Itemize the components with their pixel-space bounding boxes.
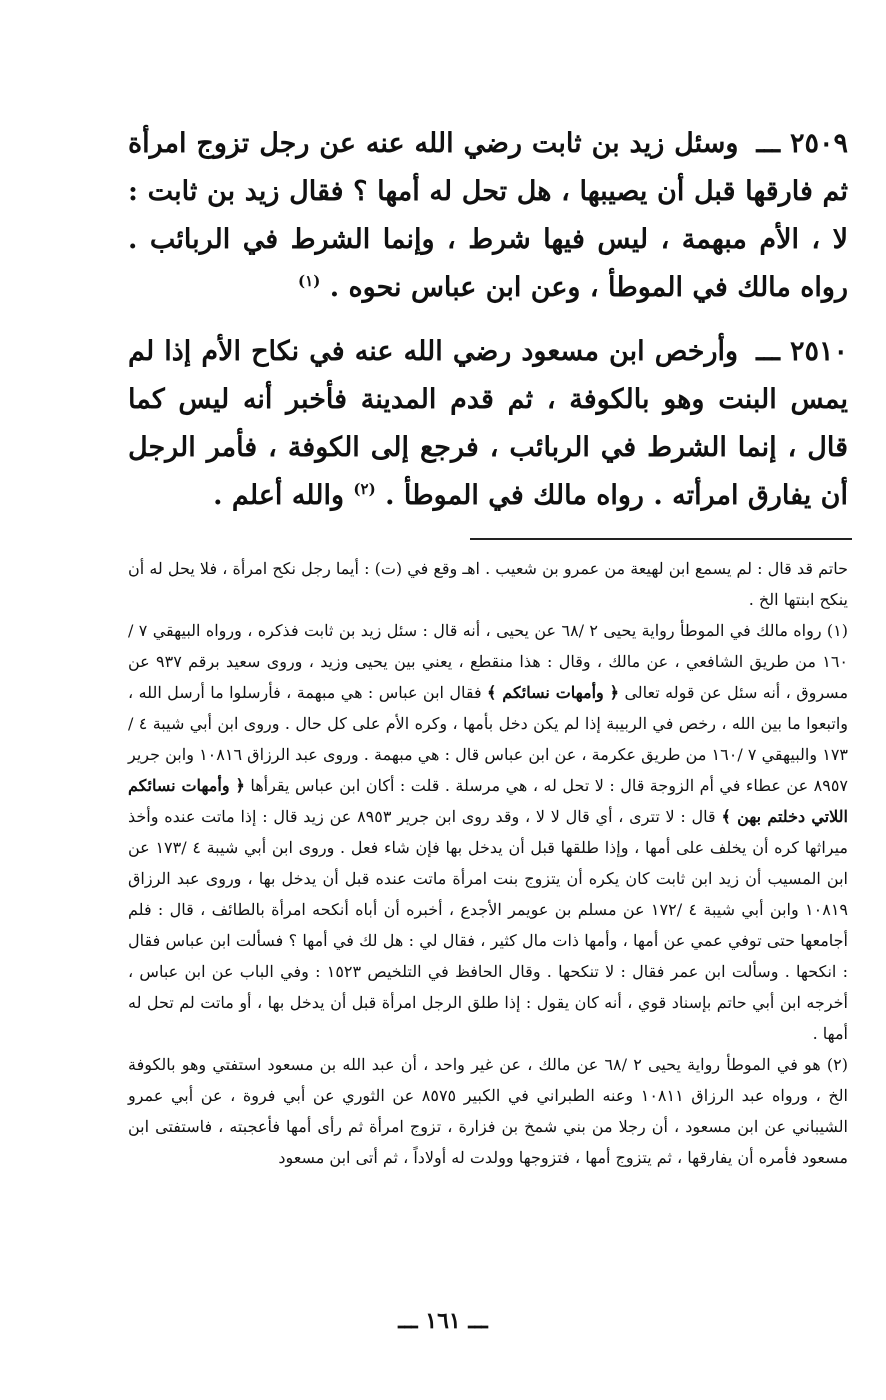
footnote-text: فقال ابن عباس : هي مبهمة ، فأرسلوا ما أرسل الله ، واتبعوا ما بين الله ، رخص في الربيبة إذا لم يكن دخل بأمها ، وكره الأم على كل حال . وروى ابن أبي شيبة ٤ /١٧٣ والبيهقي ٧ /١٦٠ من طريق عكرمة ، عن ابن عباس قال : هي مبهمة . وروى عبد الرزاق ١٠٨١٦ وابن جرير ٨٩٥٧ عن عطاء في أم الزوجة قال : لا تحل له ، هي مرسلة . قلت : أكان ابن عباس يقرأها [128, 683, 849, 795]
footnote-ref: (١) [298, 272, 321, 290]
main-text [128, 120, 848, 536]
hadith-entry-2509 [128, 120, 848, 312]
footnotes [128, 553, 848, 1173]
entry-text: وسئل زيد بن ثابت رضي الله عنه عن رجل تزوج امرأة ثم فارقها قبل أن يصيبها ، هل تحل له أمها ؟ فقال زيد بن ثابت : لا ، الأم مبهمة ، ليس فيها شرط ، وإنما الشرط في الربائب . رواه مالك في الموطأ ، وعن ابن عباس نحوه . [128, 128, 848, 303]
entry-number: ٢٥٠٩ ـــ [756, 128, 848, 159]
footnote-2: (٢) هو في الموطأ رواية يحيى ٢ /٦٨ عن مالك ، عن غير واحد ، أن عبد الله بن مسعود استفتي وهو بالكوفة الخ ، ورواه عبد الرزاق ١٠٨١١ وعنه الطبراني في الكبير ٨٥٧٥ عن الثوري عن أبي فروة ، عن أبي عمرو الشيباني عن ابن مسعود ، أن رجلا من بني شمخ بن فزارة ، تزوج امرأة ثم رأى أمها فأعجبته ، فاستفتى ابن مسعود فأمره أن يفارقها ، ثم يتزوج أمها ، فتزوجها وولدت له أولاداً ، ثم أتى ابن مسعود [128, 1055, 848, 1167]
footnote-text: قال : لا تترى ، أي قال لا لا ، وقد روى ابن جرير ٨٩٥٣ عن زيد قال : إذا ماتت عنده وأخذ ميراثها كره أن يخلف على أمها ، وإذا طلقها قبل أن يدخل بها فإن شاء فعل . وروى ابن أبي شيبة ٤ /١٧٣ عن ابن المسيب أن زيد ابن ثابت كان يكره أن يتزوج بنت امرأة ماتت عنده قبل أن يدخل بها ، وروى عبد الرزاق ١٠٨١٩ وابن أبي شيبة ٤ /١٧٢ عن مسلم بن عويمر الأجدع ، أخبره أن أباه أنكحه امرأة بالطائف ، قال : فلم أجامعها حتى توفي عمي عن أمها ، وأمها ذات مال كثير ، فقال لي : هل لك في أمها ؟ فسألت ابن عباس فقال : انكحها . وسألت ابن عمر فقال : لا تنكحها . وقال الحافظ في التلخيص ١٥٢٣ : وفي الباب عن ابن عباس ، أخرجه ابن أبي حاتم بإسناد قوي ، أنه كان يقول : إذا طلق الرجل امرأة قبل أن يدخل بها ، أو ماتت لم تحل له أمها . [128, 807, 849, 1043]
entry-text: وأرخص ابن مسعود رضي الله عنه في نكاح الأم إذا لم يمس البنت وهو بالكوفة ، ثم قدم المدينة فأخبر أنه ليس كما قال ، إنما الشرط في الربائب ، فرجع إلى الكوفة ، فأمر الرجل أن يفارق امرأته . رواه مالك في الموطأ . [128, 336, 848, 511]
entry-closing: والله أعلم . [213, 480, 345, 511]
footnote-ref: (٢) [353, 480, 376, 498]
entry-number: ٢٥١٠ ـــ [756, 336, 848, 367]
footnote-continuation: حاتم قد قال : لم يسمع ابن لهيعة من عمرو بن شعيب . اهـ وقع في (ت) : أيما رجل نكح امرأة ، فلا يحل له أن ينكح ابنتها الخ . [128, 559, 848, 609]
quran-quote: ﴿ وأمهات نسائكم ﴾ [487, 683, 620, 702]
footnote-separator [470, 538, 852, 540]
footnote-1 [128, 615, 848, 1049]
footnote-text: (١) رواه مالك في الموطأ رواية يحيى ٢ /٦٨ عن يحيى ، أنه قال : سئل زيد بن ثابت فذكره ، ورواه البيهقي ٧ /١٦٠ من طريق الشافعي ، عن مالك ، وقال : هذا منقطع ، يعني بين يحيى وزيد ، وروى سعيد برقم ٩٣٧ عن مسروق ، أنه سئل عن قوله تعالى [128, 621, 849, 702]
quran-quote: ﴿ وأمهات نسائكم اللاتي دخلتم بهن ﴾ [128, 776, 848, 826]
hadith-entry-2510 [128, 328, 848, 520]
page-number: ـــ ١٦١ ـــ [398, 1308, 488, 1334]
